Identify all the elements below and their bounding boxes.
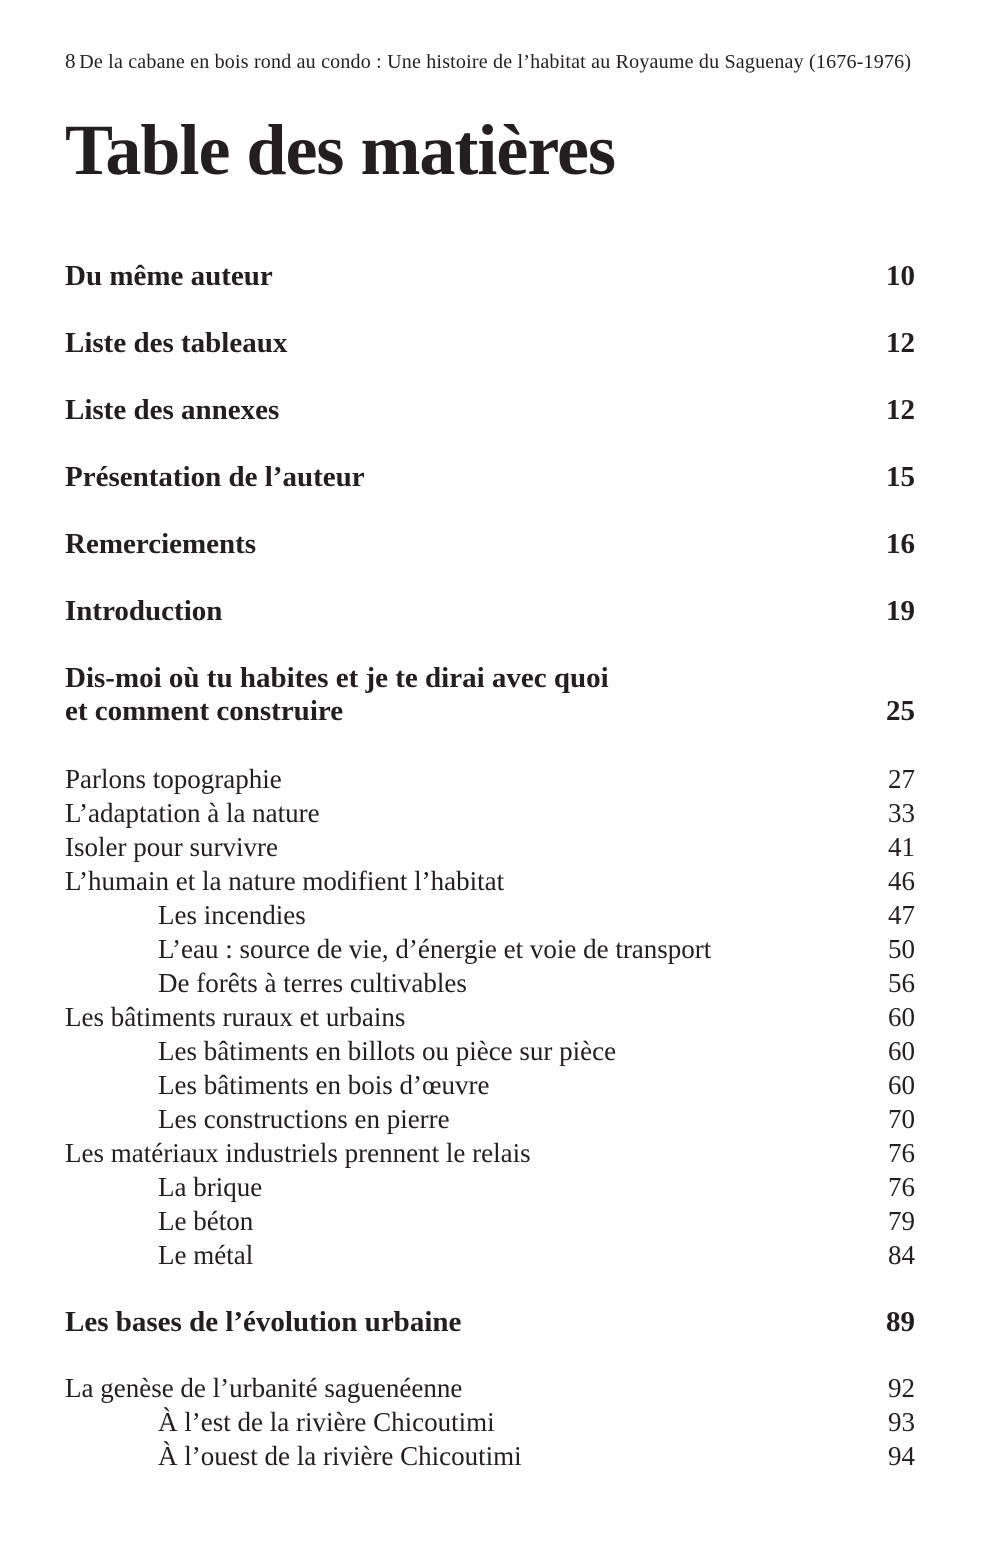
toc-entry-label: La brique	[158, 1172, 263, 1202]
toc-entry-text	[65, 1306, 461, 1339]
toc-entry-page: 15	[886, 461, 915, 493]
toc-entry-label: Les bâtiments en billots ou pièce sur pièce	[158, 1036, 617, 1066]
toc-entry-text	[65, 461, 365, 494]
toc-entry-text	[65, 1371, 462, 1405]
toc-entry	[65, 932, 915, 966]
toc-entry-label: De forêts à terres cultivables	[158, 968, 467, 998]
toc-entry-text	[158, 1170, 262, 1204]
toc-entry-label: Introduction	[65, 595, 223, 627]
toc-entry-page: 19	[886, 595, 915, 627]
toc-entry-label: L’eau : source de vie, d’énergie et voie de transport	[158, 934, 712, 964]
toc-entry-label: À l’est de la rivière Chicoutimi	[158, 1407, 495, 1437]
toc-entry-label: Du même auteur	[65, 260, 273, 292]
toc-entry-text	[65, 528, 256, 561]
page-title: Table des matières	[65, 110, 615, 190]
toc-entry-text	[65, 327, 287, 360]
toc-entry-label: Le métal	[158, 1240, 254, 1270]
toc-entry-page: 46	[888, 866, 915, 896]
toc-entry-text	[65, 830, 278, 864]
toc-entry-label: Parlons topographie	[65, 764, 282, 794]
toc-entry-label: À l’ouest de la rivière Chicoutimi	[158, 1441, 522, 1471]
toc-entry-page: 10	[886, 260, 915, 292]
folio-page-number: 8	[65, 49, 76, 73]
toc-entry-text	[65, 662, 609, 728]
toc-entry-label: Les matériaux industriels prennent le relais	[65, 1138, 531, 1168]
toc-entry	[65, 1371, 915, 1405]
toc-entry	[65, 1238, 915, 1272]
toc-entry-text	[65, 1000, 405, 1034]
toc-entry-label: Isoler pour survivre	[65, 832, 278, 862]
toc-entry-label: Les bases de l’évolution urbaine	[65, 1306, 462, 1338]
toc-entry-label: Liste des tableaux	[65, 327, 288, 359]
toc-entry-text	[158, 1405, 495, 1439]
toc-entry	[65, 327, 915, 360]
toc-entry-label: L’adaptation à la nature	[65, 798, 320, 828]
toc-entry	[65, 1000, 915, 1034]
toc-entry	[65, 1170, 915, 1204]
toc-entry-page: 60	[888, 1036, 915, 1066]
toc-entry-label: Les constructions en pierre	[158, 1104, 450, 1134]
toc-entry	[65, 1136, 915, 1170]
toc-entry-page: 27	[888, 764, 915, 794]
toc-entry-text	[158, 1439, 522, 1473]
toc-entry-page: 25	[886, 695, 915, 727]
toc-entry-text	[65, 796, 320, 830]
toc-entry-page: 94	[888, 1441, 915, 1471]
toc-entry	[65, 528, 915, 561]
toc-entry	[65, 864, 915, 898]
toc-entry-text	[65, 762, 282, 796]
toc-entry	[65, 595, 915, 628]
toc-entry-label: Les bâtiments en bois d’œuvre	[158, 1070, 490, 1100]
toc-entry	[65, 662, 915, 728]
toc-entry-label: Liste des annexes	[65, 394, 280, 426]
toc-entry-text	[158, 932, 711, 966]
page-header	[65, 48, 915, 75]
toc-entry-page: 76	[888, 1138, 915, 1168]
toc-entry	[65, 461, 915, 494]
toc-entry	[65, 966, 915, 1000]
toc-entry-label: L’humain et la nature modifient l’habitat	[65, 866, 505, 896]
toc-entry-label: Présentation de l’auteur	[65, 461, 365, 493]
toc-entry	[65, 762, 915, 796]
toc-entry-text	[65, 1136, 531, 1170]
toc-entry-text	[158, 1068, 489, 1102]
toc-entry-text	[158, 898, 306, 932]
toc-entry	[65, 1405, 915, 1439]
toc-entry-label: La genèse de l’urbanité saguenéenne	[65, 1373, 463, 1403]
toc-entry-label: Dis-moi où tu habites et je te dirai avec quoi	[65, 662, 609, 694]
toc-entry	[65, 1034, 915, 1068]
toc-entry-label: Les bâtiments ruraux et urbains	[65, 1002, 406, 1032]
toc-entry-page: 41	[888, 832, 915, 862]
toc-entry-page: 79	[888, 1206, 915, 1236]
toc-entry-page: 50	[888, 934, 915, 964]
toc-entry-text	[158, 966, 467, 1000]
toc-entry-text	[158, 1102, 450, 1136]
toc-entry-page: 89	[886, 1306, 915, 1338]
toc-entry-page: 93	[888, 1407, 915, 1437]
toc-entry	[65, 898, 915, 932]
toc-entry-page: 33	[888, 798, 915, 828]
toc-entry-text	[65, 595, 222, 628]
toc-entry-page: 70	[888, 1104, 915, 1134]
toc-entry	[65, 1439, 915, 1473]
toc-entry-text	[158, 1204, 253, 1238]
toc-entry-text	[65, 394, 279, 427]
toc-entry	[65, 1102, 915, 1136]
toc-entry-page: 12	[886, 394, 915, 426]
toc-entry-label-line2: et comment construire	[65, 695, 344, 727]
toc-entry	[65, 1204, 915, 1238]
toc-list	[65, 260, 915, 1473]
toc-entry-page: 60	[888, 1002, 915, 1032]
toc-entry-page: 84	[888, 1240, 915, 1270]
toc-entry	[65, 260, 915, 293]
toc-entry-label: Remerciements	[65, 528, 257, 560]
toc-entry-text	[158, 1238, 253, 1272]
toc-entry-text	[65, 864, 504, 898]
toc-entry-label: Le béton	[158, 1206, 254, 1236]
running-title: De la cabane en bois rond au condo : Une histoire de l’habitat au Royaume du Saguenay (1676-1976)	[79, 51, 912, 73]
toc-entry-page: 76	[888, 1172, 915, 1202]
toc-entry-text	[158, 1034, 616, 1068]
toc-entry-label: Les incendies	[158, 900, 306, 930]
toc-entry-page: 12	[886, 327, 915, 359]
toc-entry	[65, 796, 915, 830]
toc-entry	[65, 830, 915, 864]
toc-entry	[65, 394, 915, 427]
toc-entry-page: 56	[888, 968, 915, 998]
toc-entry-page: 92	[888, 1373, 915, 1403]
toc-entry	[65, 1068, 915, 1102]
toc-entry-page: 16	[886, 528, 915, 560]
toc-entry	[65, 1306, 915, 1339]
toc-entry-page: 60	[888, 1070, 915, 1100]
toc-entry-text	[65, 260, 273, 293]
toc-entry-page: 47	[888, 900, 915, 930]
